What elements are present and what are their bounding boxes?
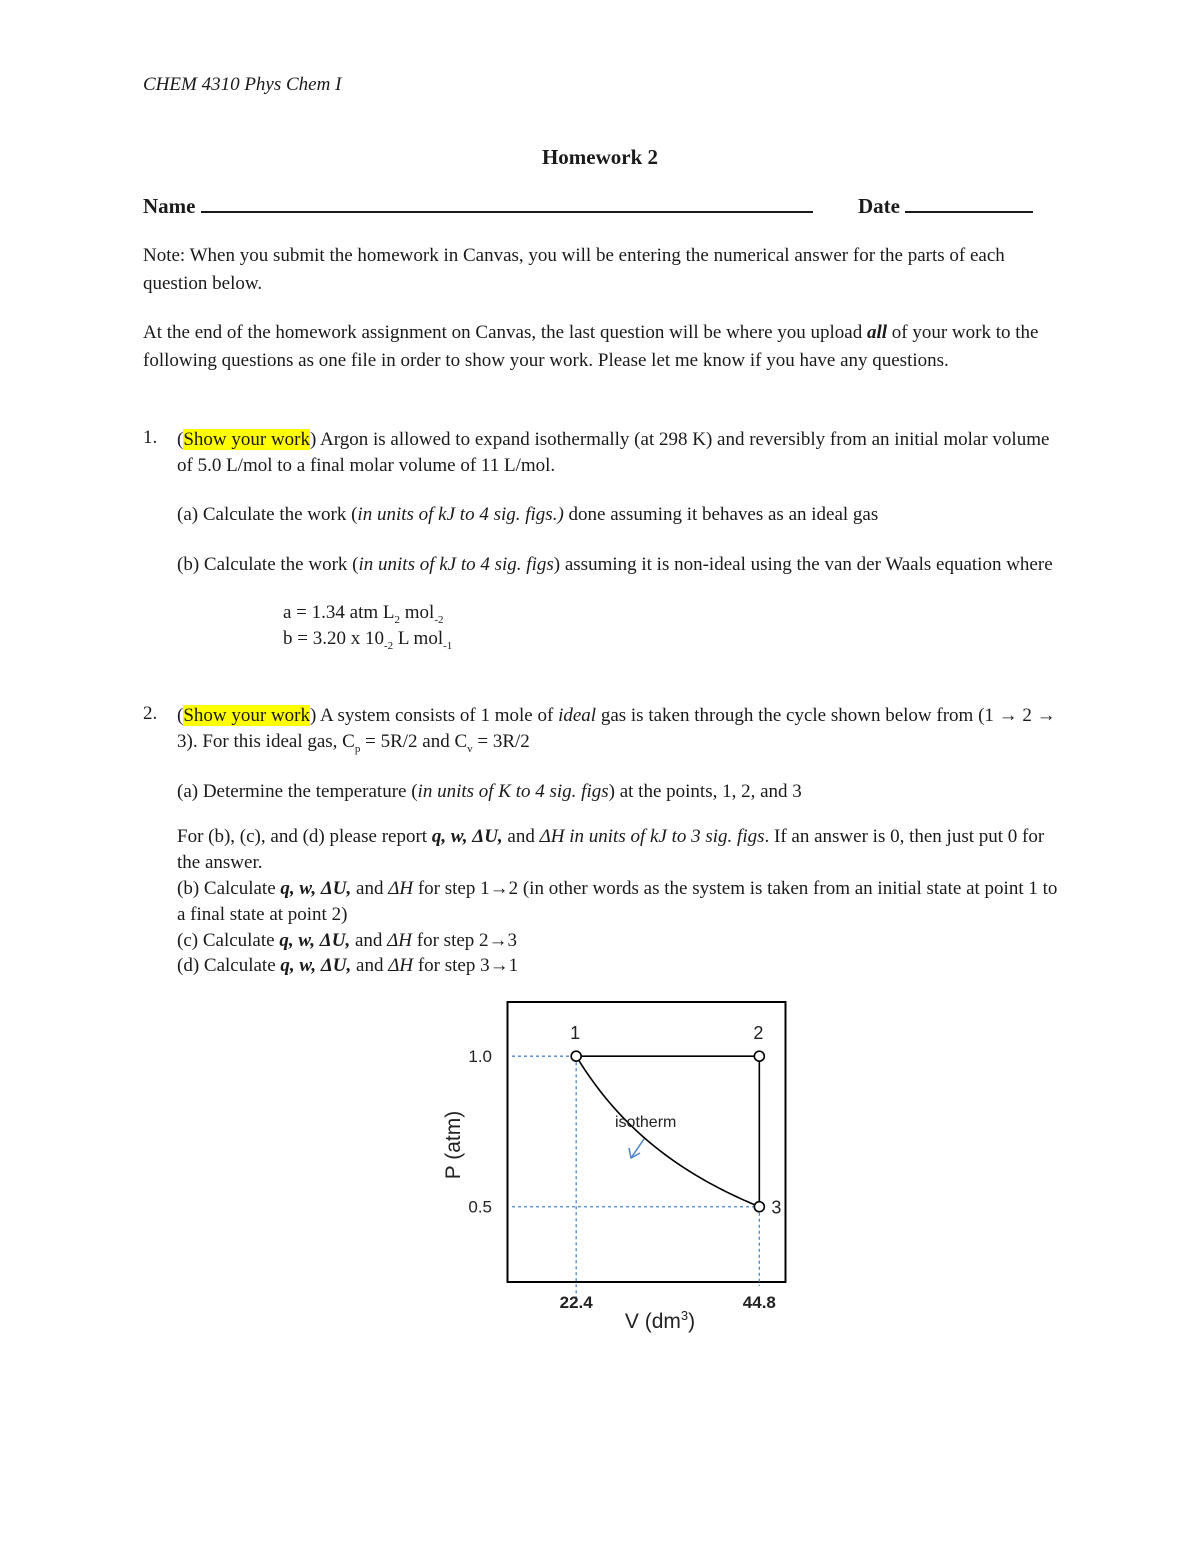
show-work-highlight: Show your work <box>183 705 310 726</box>
date-field <box>858 194 1033 219</box>
plot-frame <box>508 1002 786 1282</box>
state-label-1: 1 <box>570 1023 581 1044</box>
isotherm-curve <box>576 1056 759 1207</box>
state-point-1 <box>571 1051 581 1061</box>
question-2a: (a) Determine the temperature (in units of K to 4 sig. figs) at the points, 1, 2, and 3 <box>177 781 802 802</box>
state-label-2: 2 <box>753 1023 764 1044</box>
question-1b: (b) Calculate the work (in units of kJ to 4 sig. figs) assuming it is non-ideal using the van der Waals equation where <box>177 554 1053 575</box>
y-tick-label: 1.0 <box>468 1047 492 1067</box>
x-axis-label: V $(dm^3)$ <box>624 1308 696 1333</box>
question-2-text: (Show your work) A system consists of 1 mole of ideal gas is taken through the cycle shown below from (1 → 2 → 3). For this ideal gas, $C_p = 5R/2$ and $C_v = 3R/2$ <box>177 705 1056 755</box>
course-header: CHEM 4310 Phys Chem I <box>143 74 342 95</box>
page-title: Homework 2 <box>541 145 659 169</box>
date-label: Date <box>858 194 900 218</box>
y-axis-label: P (atm) <box>442 1110 465 1180</box>
vdw-constant-a: a = 1.34 atm $L_2$ mol$_{-2}$ <box>283 602 444 626</box>
state-point-3 <box>754 1202 764 1212</box>
name-field <box>143 194 813 219</box>
date-line <box>905 195 1033 213</box>
isotherm-annotation: isotherm <box>615 1114 677 1131</box>
question-1-number: 1. <box>143 427 158 448</box>
y-tick-label: 0.5 <box>468 1197 492 1217</box>
x-tick-label: 22.4 <box>559 1293 593 1312</box>
question-1a: (a) Calculate the work (in units of kJ to 4 sig. figs.) done assuming it behaves as an ideal gas <box>177 504 879 525</box>
question-2d: (d) Calculate q, w, ΔU, and ΔH for step 3→1 <box>177 955 519 976</box>
question-2b: (b) Calculate q, w, ΔU, and ΔH for step 1→2 (in other words as the system is taken from an initial state at point 1 to a final state at point 2) <box>177 878 1058 925</box>
instruction-paragraph: At the end of the homework assignment on Canvas, the last question will be where you upload all of your work to the following questions as one file in order to show your work. Please let me know if you have any questions. <box>143 322 1039 371</box>
name-label: Name <box>143 194 196 218</box>
state-label-3: 3 <box>771 1197 782 1218</box>
question-2-number: 2. <box>143 703 158 724</box>
note-paragraph: Note: When you submit the homework in Canvas, you will be entering the numerical answer for the parts of each question below. <box>143 245 1005 294</box>
isotherm-arrow <box>629 1139 644 1158</box>
x-tick-label: 44.8 <box>742 1293 776 1312</box>
question-2c: (c) Calculate q, w, ΔU, and ΔH for step 2→3 <box>177 930 518 951</box>
pv-diagram <box>400 990 830 1340</box>
name-line <box>201 195 813 213</box>
vdw-constant-b: b = 3.20 x $10_{-2}$ L mol$_{-1}$ <box>283 628 453 652</box>
question-2-instructions: For (b), (c), and (d) please report q, w, ΔU, and ΔH in units of kJ to 3 sig. figs. If an answer is 0, then just put 0 for the answer. <box>177 826 1045 873</box>
state-point-2 <box>754 1051 764 1061</box>
show-work-highlight: Show your work <box>183 429 310 450</box>
question-1-text: (Show your work) Argon is allowed to expand isothermally (at 298 K) and reversibly from an initial molar volume of 5.0 L/mol to a final molar volume of 11 L/mol. <box>177 429 1050 476</box>
